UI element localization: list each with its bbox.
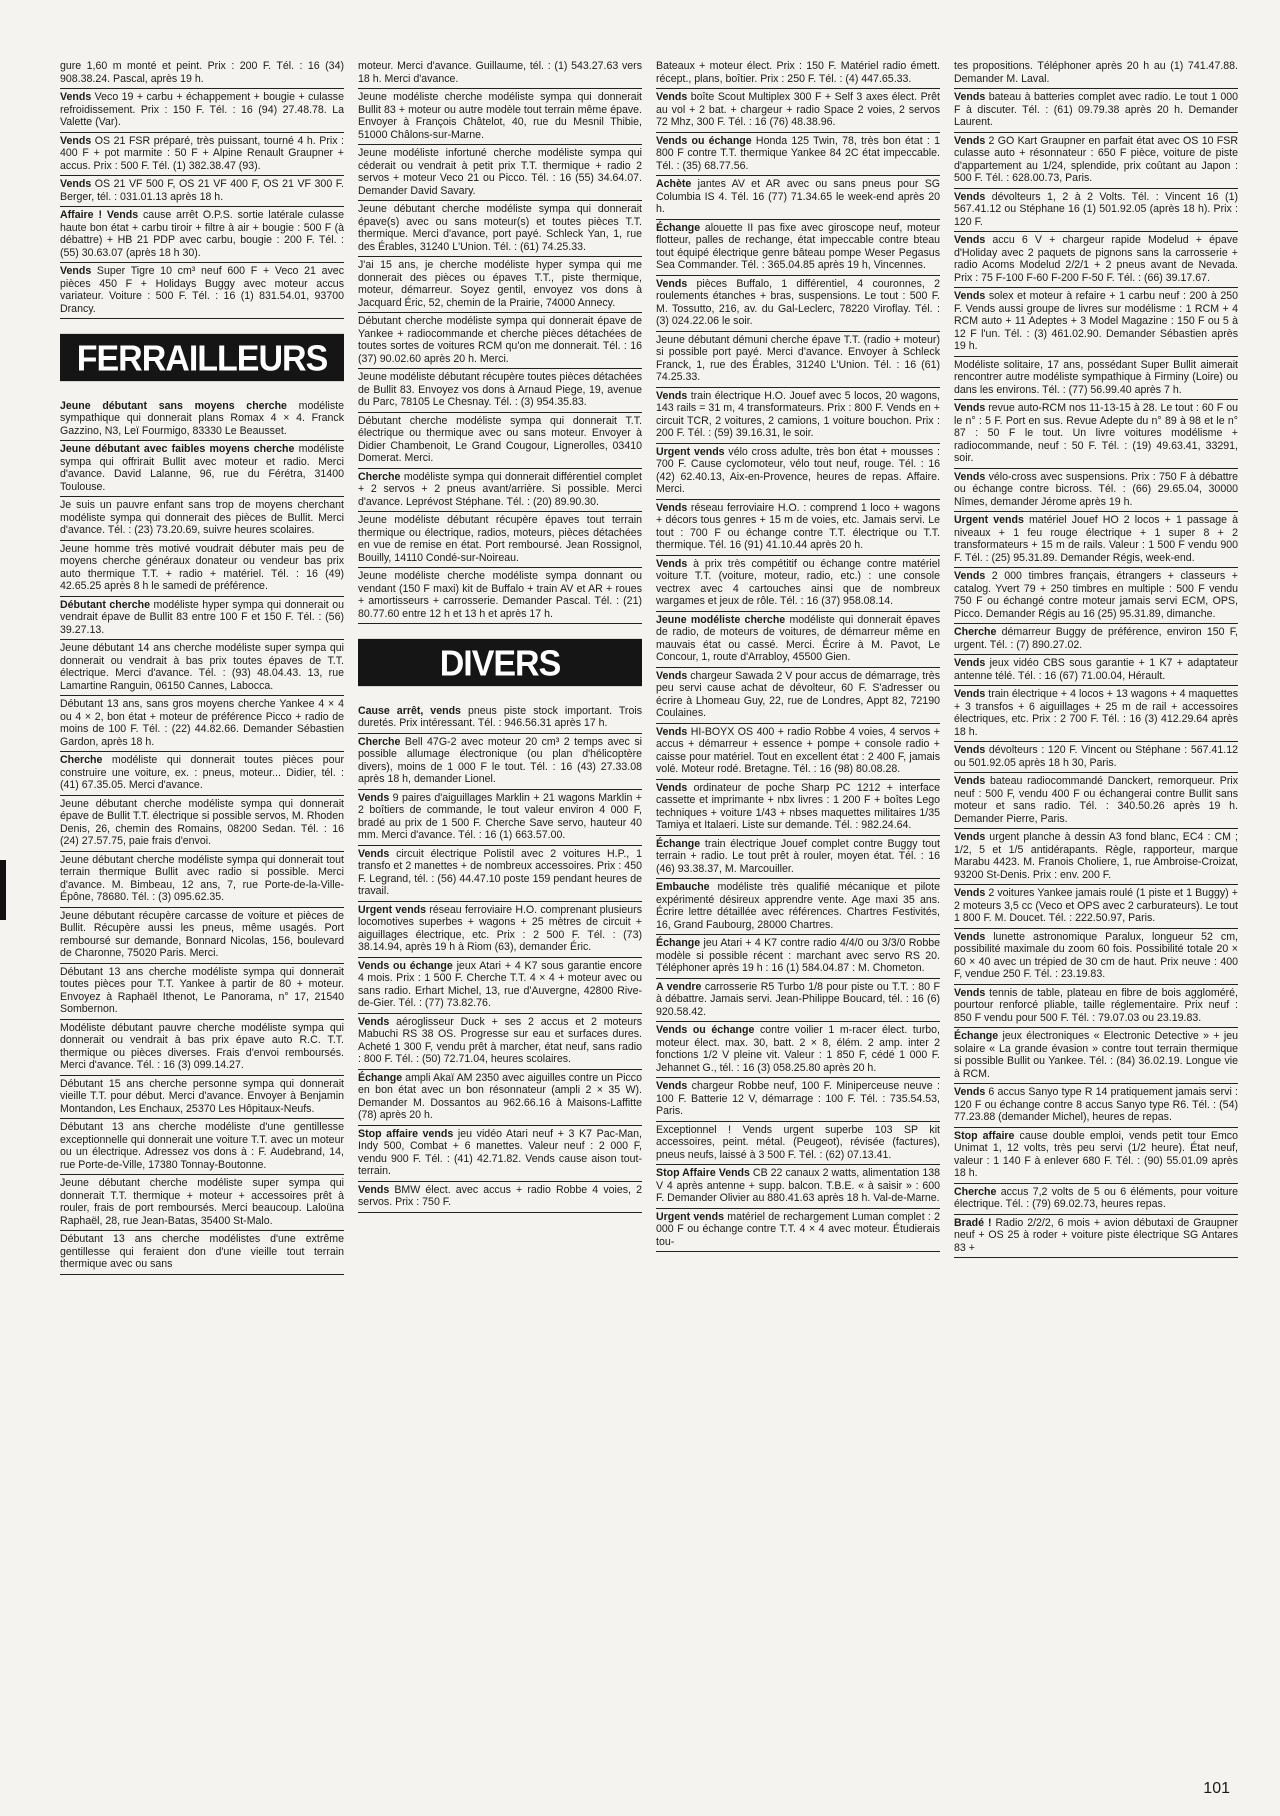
- ad-text: chargeur Sawada 2 V pour accus de démarrage, très peu servi cause achat de dévolteur, 60 F. S'adresser ou écrire à Lhomeau Guy, 22, rue de Londres, Appt 82, 72190 Coulaines.: [656, 669, 940, 719]
- ad-text: circuit électrique Polistil avec 2 voitures H.P., 1 transfo et 2 manettes + de nombreux accessoires. Prix : 450 F. Legrand, tél. : (56) 44.47.10 poste 159 pendant heures de travail.: [358, 847, 642, 897]
- ad-keyword: Vends: [656, 781, 688, 794]
- ad-text: Modéliste solitaire, 17 ans, possédant Super Bullit aimerait rencontrer autre modéliste sympathique à Firminy (Loire) ou dans les environs. Tél. : (77) 56.99.40 après 7 h.: [954, 358, 1238, 396]
- classified-ad: [954, 773, 1238, 829]
- ad-text: Jeune débutant démuni cherche épave T.T. (radio + moteur) si possible port payé. Merci d'avance. Envoyer à Schleck Franck, 1, rue des Érables, 31240 L'Union. Tél. : 16 (61) 74.25.33.: [656, 333, 940, 383]
- classified-ad: [656, 388, 940, 444]
- ad-keyword: Cherche: [954, 1185, 997, 1198]
- classified-ad: [954, 1028, 1238, 1084]
- ad-text: BMW élect. avec accus + radio Robbe 4 voies, 2 servos. Prix : 750 F.: [358, 1183, 642, 1208]
- ad-keyword: Vends: [656, 389, 688, 402]
- ad-text: pièces Buffalo, 1 différentiel, 4 couronnes, 2 roulements étanches + bras, suspensions. Le tout : 500 F. M. Tossutto, 216, av. du Gal-Leclerc, 78220 Viroflay. Tél. : (3) 024.22.06 le soir.: [656, 277, 940, 327]
- ad-keyword: Échange: [358, 1071, 403, 1084]
- classified-ad: [954, 655, 1238, 686]
- classified-ad: [60, 541, 344, 597]
- ad-keyword: Vends ou échange: [656, 134, 752, 147]
- classified-ad: [358, 1070, 642, 1126]
- ad-text: jeu vidéo Atari neuf + 3 K7 Pac-Man, Indy 500, Combat + 6 manettes. Valeur neuf : 2 000 F, vendu 900 F. Tél. : (41) 42.71.82. Vends cause aison tout-terrain.: [358, 1127, 642, 1177]
- ad-text: 2 000 timbres français, étrangers + classeurs + catalog. Yvert 79 + 250 timbres en multiple : 500 F vendu 750 F ou échangé contre moteur jamais servi ECM, OPS, Picco. Demander Régis au 16 (25) 95.31.89, dimanche.: [954, 570, 1238, 620]
- ad-keyword: Vends: [656, 557, 688, 570]
- classified-ad: [358, 1182, 642, 1213]
- classified-ad: [954, 885, 1238, 929]
- ad-text: moteur. Merci d'avance. Guillaume, tél. : (1) 543.27.63 vers 18 h. Merci d'avance.: [358, 60, 642, 85]
- classified-ad: [954, 357, 1238, 401]
- ad-keyword: Urgent vends: [954, 514, 1024, 526]
- ad-keyword: Vends: [954, 1086, 986, 1098]
- classified-ad: [358, 469, 642, 513]
- ad-text: boîte Scout Multiplex 300 F + Self 3 axes élect. Prêt au vol + 2 bat. + chargeur + radio Space 2 voies, 2 servos 72 Mhz, 300 F. Tél. : 16 (76) 48.38.96.: [656, 91, 940, 128]
- classified-ad: [954, 469, 1238, 513]
- ad-keyword: Vends: [656, 277, 688, 290]
- classified-ad: [60, 1175, 344, 1231]
- classified-ad: [60, 796, 344, 852]
- classified-ad: [60, 852, 344, 908]
- ad-text: Débutant 13 ans cherche modélistes d'une extrême gentillesse qui feraient don d'une vieille tout terrain thermique avec ou sans: [60, 1233, 344, 1270]
- ad-keyword: Débutant cherche: [60, 598, 151, 611]
- ad-text: Bell 47G-2 avec moteur 20 cm³ 2 temps avec si possible allumage électronique (ou plan d'hélicoptère divers), moins de 1 000 F le tout. Tél. : 16 (43) 27.33.08 après 18 h, demander Lionel.: [358, 735, 642, 785]
- classified-ad: [954, 400, 1238, 469]
- classified-ad: [656, 780, 940, 836]
- ad-keyword: Vends: [358, 791, 390, 804]
- ad-text: Jeune débutant cherche modéliste super sympa qui donnerait T.T. thermique + moteur + accessoires prêt à rouler, frais de port remboursés. Merci beaucoup. Laloüna Raphaël, 28, rue Jean-Batas, 35400 St-Malo.: [60, 1177, 344, 1227]
- column-1: [60, 58, 344, 1758]
- ad-text: Jeune modéliste cherche modéliste sympa qui donnerait Bullit 83 + moteur ou autre modèle tout terrain même épave. Envoyer à François Châtelot, 40, rue du Mesnil Thibie, 51000 Châlons-sur-Marne.: [358, 91, 642, 141]
- ad-text: modéliste qui donnerait toutes pièces pour construire une voiture, ex. : pneus, moteur... Didier, tél. : (41) 67.35.05. Merci d'avance.: [60, 754, 344, 791]
- classified-ad: [656, 332, 940, 388]
- ad-text: carrosserie R5 Turbo 1/8 pour piste ou T.T. : 80 F à débattre. Jamais servi. Jean-Philippe Boucard, tél. : 16 (6) 920.58.42.: [656, 980, 940, 1018]
- ad-text: J'ai 15 ans, je cherche modéliste hyper sympa qui me donnerait des pièces ou épaves T.T., piste thermique, moteur, démarreur. Soyez gentil, envoyez vos dons à Jacquard Éric, 52, chemin de la Prairie, 74000 Annecy.: [358, 259, 642, 309]
- ad-text: train électrique Jouef complet contre Buggy tout terrain + radio. Le tout prêt à rouler, moyen état. Tél. : 16 (46) 93.38.37, M. Marcouiller.: [656, 837, 940, 875]
- ad-keyword: Urgent vends: [358, 903, 427, 916]
- classified-ad: [954, 133, 1238, 189]
- ad-text: modéliste sympa qui offrirait Bullit avec moteur et radio. Merci d'avance. David Lalanne, 96, rue du Férétra, 31400 Toulouse.: [60, 443, 344, 493]
- classified-ad: [954, 58, 1238, 89]
- ad-text: cause double emploi, vends petit tour Emco Unimat 1, 12 volts, très peu servi (1/2 heure). État neuf, valeur : 1 140 F à enlever 680 F. Tél. : (90) 55.01.09 après 18 h.: [954, 1129, 1238, 1179]
- ad-keyword: Vends: [954, 190, 986, 203]
- classified-ad: [656, 133, 940, 177]
- ad-keyword: Vends: [358, 1183, 390, 1196]
- ad-text: Veco 19 + carbu + échappement + bougie + culasse refroidissement. Prix : 150 F. Tél. : 16 (94) 27.48.78. La Valette (Var).: [60, 91, 344, 128]
- classified-ad: [60, 1076, 344, 1120]
- ad-text: Jeune débutant cherche modéliste sympa qui donnerait épave(s) avec ou sans moteur(s) et toutes pièces T.T. thermique. Merci d'avance, port payé. Schleck Yan, 1, rue des Érables, 31240 L'Union. Tél. : (61) 74.25.33.: [358, 203, 642, 253]
- ad-keyword: Vends: [954, 887, 986, 899]
- ad-text: dévolteurs 1, 2 à 2 Volts. Tél. : Vincent 16 (1) 567.41.12 ou Stéphane 16 (1) 501.92.05 (après 18 h). Prix : 120 F.: [954, 190, 1238, 228]
- classified-ad: [60, 89, 344, 133]
- classified-ad: [358, 703, 642, 734]
- page-number: 101: [1203, 1780, 1230, 1797]
- ad-keyword: Vends: [656, 725, 688, 738]
- classified-ad: [656, 276, 940, 332]
- classified-ad: [60, 1020, 344, 1076]
- classified-ad: [358, 902, 642, 958]
- ad-text: Jeune débutant cherche modéliste sympa qui donnerait tout terrain thermique Bullit avec radio si possible. Merci d'avance. M. Bimbeau, 12 ans, 7, rue Porte-de-la-Ville-Épône, 78680. Tél. : (3) 095.62.35.: [60, 853, 344, 903]
- ad-text: Débutant 15 ans cherche personne sympa qui donnerait vieille T.T. pour début. Merci d'avance. Envoyer à Benjamin Montandon, Les Enchaux, 25370 Les Hôpitaux-Neufs.: [60, 1077, 344, 1115]
- ad-keyword: Vends: [954, 930, 986, 943]
- column-3-ads: [656, 58, 940, 1252]
- ad-keyword: Vends: [954, 986, 986, 999]
- classified-ad: [656, 879, 940, 935]
- ad-keyword: Cherche: [954, 626, 997, 638]
- classified-ad: [954, 288, 1238, 357]
- classified-ad: [656, 556, 940, 612]
- classified-ad: [954, 985, 1238, 1029]
- classified-ad: [60, 441, 344, 497]
- ad-keyword: Échange: [656, 221, 701, 234]
- classified-ad: [60, 133, 344, 177]
- ad-text: Débutant 13 ans, sans gros moyens cherche Yankee 4 × 4 ou 4 × 2, bon état + moteur de préférence Picco + radio de moins de 100 F. Tél. : (22) 44.82.66. Demander Sébastien Gardon, après 18 h.: [60, 698, 344, 748]
- classified-ad: [954, 929, 1238, 985]
- classified-ad: [60, 908, 344, 964]
- ad-keyword: Vends: [954, 688, 986, 700]
- ad-keyword: Urgent vends: [656, 1210, 725, 1223]
- ad-text: aéroglisseur Duck + ses 2 accus et 2 moteurs Mabuchi RS 38 OS. Progresse sur eau et surfaces dures. Acheté 1 300 F, vendu prêt à marcher, état neuf, sans radio : 800 F. Tél. : (50) 72.71.04, heures scolaires.: [358, 1015, 642, 1065]
- classified-ad: [60, 1119, 344, 1175]
- ad-text: jeux électroniques « Electronic Detective » + jeu solaire « La grande évasion » contre tout terrain thermique si possible Bullit ou Yankee. Tél. : (84) 36.02.19. Longue vie à RCM.: [954, 1030, 1238, 1080]
- classified-ad: [656, 724, 940, 780]
- classified-ad: [954, 686, 1238, 742]
- ad-text: réseau ferroviaire H.O. comprenant plusieurs locomotives superbes + wagons + 25 mètres de circuit + aiguillages électrique, etc. Prix : 2 500 F. Tél. : (73) 38.14.94, après 19 h à Riom (63), demander Éric.: [358, 903, 642, 953]
- ad-text: Honda 125 Twin, 78, très bon état : 1 800 F contre T.T. thermique Yankee 84 2C état impeccable. Tél. : (35) 68.77.56.: [656, 134, 940, 172]
- ad-keyword: Vends: [656, 91, 688, 103]
- ad-keyword: Stop affaire vends: [358, 1127, 454, 1140]
- ad-text: modéliste hyper sympa qui donnerait ou vendrait épave de Bullit 83 entre 100 F et 150 F. Tél. : (56) 39.27.13.: [60, 598, 344, 636]
- classified-ad: [656, 1165, 940, 1209]
- ad-text: Je suis un pauvre enfant sans trop de moyens cherchant modéliste sympa qui donnerait des pièces de Bullit. Merci d'avance. Tél. : (23) 73.20.69, suivre heures scolaires.: [60, 499, 344, 536]
- classified-ad: [358, 257, 642, 313]
- column-4-ads: [954, 58, 1238, 1258]
- classified-ad: [954, 742, 1238, 773]
- ad-keyword: Jeune débutant sans moyens cherche: [60, 399, 287, 412]
- ad-text: vélo cross adulte, très bon état + mousses : 700 F. Cause cyclomoteur, vélo tout neuf, rouge. Tél. : 16 (42) 62.40.13, Aix-en-Provence, heures de repas. Affaire. Merci.: [656, 445, 940, 495]
- classified-ad: [358, 846, 642, 902]
- classified-ad: [358, 1126, 642, 1182]
- ad-text: bateau radiocommandé Danckert, remorqueur. Prix neuf : 500 F, vendu 400 F ou échangerai contre Bullit sans moteur et sans radio. Tél. : 340.50.26 après 19 h. Demander Pierre, Paris.: [954, 775, 1238, 825]
- classified-ad: [954, 1128, 1238, 1184]
- ad-text: alouette II pas fixe avec giroscope neuf, moteur flotteur, palles de rechange, état impeccable contre bteau tout équipé électrique genre bâteau pompe Weser Pegasus Sea Commander. Tél. : 365.04.85 après 19 h, Vincennes.: [656, 221, 940, 271]
- classified-ad: [358, 201, 642, 257]
- classified-ad: [358, 89, 642, 145]
- ad-text: Débutant cherche modéliste sympa qui donnerait épave de Yankee + radiocommande et cherche pièces détachées de toutes sortes de voitures RCM qu'on me donnerait. Tél. : 16 (37) 90.02.60 après 20 h. Merci.: [358, 315, 642, 365]
- ad-text: accus 7,2 volts de 5 ou 6 éléments, pour voiture électrique. Tél. : (79) 69.02.73, heures repas.: [954, 1185, 1238, 1210]
- ad-text: dévolteurs : 120 F. Vincent ou Stéphane : 567.41.12 ou 501.92.05 après 18 h 30, Paris.: [954, 744, 1238, 769]
- classified-ad: [656, 500, 940, 556]
- ad-keyword: Cherche: [60, 754, 103, 766]
- classified-ad: [954, 1215, 1238, 1259]
- classified-ad: [954, 189, 1238, 233]
- classified-ad: [358, 734, 642, 790]
- classified-ad: [954, 624, 1238, 655]
- ad-keyword: Vends: [656, 1080, 688, 1092]
- ad-text: bateau à batteries complet avec radio. Le tout 1 000 F à discuter. Tél. : (61) 09.79.38 après 20 h. Demander Laurent.: [954, 91, 1238, 128]
- ad-text: CB 22 canaux 2 watts, alimentation 138 V 4 après antenne + supp. balcon. T.B.E. « à saisir » : 600 F. Demander Olivier au 880.41.63 après 18 h. Val-de-Marne.: [656, 1167, 940, 1204]
- classified-ad: [60, 398, 344, 442]
- ad-text: Super Tigre 10 cm³ neuf 600 F + Veco 21 avec pièces 450 F + Holidays Buggy avec moteur accus variateur. Voiture : 500 F. Tél. : 16 (1) 831.54.01, 93700 Drancy.: [60, 265, 344, 315]
- classified-ad: [954, 1184, 1238, 1215]
- ad-keyword: Stop Affaire Vends: [656, 1167, 750, 1179]
- classified-ad: [60, 207, 344, 263]
- ad-keyword: Cherche: [358, 735, 401, 748]
- classified-ad: [656, 1078, 940, 1122]
- ad-text: jeu Atari + 4 K7 contre radio 4/4/0 ou 3/3/0 Robbe modèle si possible récent : marchant avec servo RS 20. Téléphoner après 19 h : 16 (1) 584.04.87 : M. Chometon.: [656, 937, 940, 974]
- ad-text: lunette astronomique Paralux, longueur 52 cm, possibilité maximale du zoom 60 fois. Possibilité totale 20 × 60 × 40 avec un trépied de 30 cm de haut. Prix neuve : 400 F, vendue 250 F. Tél. : 23.19.83.: [954, 930, 1238, 980]
- ad-text: Jeune débutant récupère carcasse de voiture et pièces de Bullit. Récupère aussi les pneus, même usagés. Port remboursé sur demande, Bonnard Nicolas, 156, boulevard de Charonne, 75020 Paris. Merci.: [60, 909, 344, 959]
- ad-text: 9 paires d'aiguillages Marklin + 21 wagons Marklin + 2 boîtiers de commande, le tout valeur environ 4 000 F, bradé au prix de 1 500 F. Cherche Save servo, hauteur 40 mm. Merci d'avance. Tél. : 16 (1) 663.57.00.: [358, 791, 642, 841]
- classified-ad: [60, 58, 344, 89]
- ad-text: pneus piste stock important. Trois duretés. Prix intéressant. Tél. : 946.56.31 après 17 h.: [358, 704, 642, 729]
- ad-keyword: Vends: [358, 1015, 390, 1028]
- ad-text: solex et moteur à refaire + 1 carbu neuf : 200 à 250 F. Vends aussi groupe de livres sur modélisme : 1 RCM + 4 RCM auto + 11 Adeptes + 3 Model Magazine : 150 F ou 5 à 12 F l'un. Tél. : (3) 461.02.90. Demander Sébastien après 19 h.: [954, 290, 1238, 352]
- ad-text: Jeune débutant cherche modéliste sympa qui donnerait épave de Bullit T.T. électrique si possible servos, M. Rhoden Denis, 26, chemin des Romains, 08200 Sedan. Tél. : 16 (24) 27.57.75, paie frais d'envoi.: [60, 797, 344, 847]
- ad-keyword: Vends: [954, 91, 986, 103]
- ad-text: Jeune modéliste cherche modéliste sympa donnant ou vendant (150 F maxi) kit de Buffalo + train AV et AR + roues + amortisseurs + carrosserie. Demander Pascal. Tél. : (21) 80.77.60 entre 12 h et 13 h et après 17 h.: [358, 570, 642, 620]
- classified-ad: [60, 263, 344, 319]
- ad-keyword: Jeune modéliste cherche: [656, 613, 786, 626]
- classified-ad: [358, 958, 642, 1014]
- ad-text: jeux vidéo CBS sous garantie + 1 K7 + adaptateur antenne télé. Tél. : 16 (67) 71.00.04, Hérault.: [954, 657, 1238, 682]
- ad-text: 2 GO Kart Graupner en parfait état avec OS 10 FSR culasse auto + résonnateur : 650 F pièce, voiture de piste d'appartement au 1/24, splendide, prix coûtant au Japon : 500 F. Tél. : 628.00.73, Paris.: [954, 134, 1238, 184]
- ad-keyword: Vends: [60, 134, 92, 147]
- classified-ad: [60, 752, 344, 796]
- ad-text: HI-BOYX OS 400 + radio Robbe 4 voies, 4 servos + accus + démarreur + essence + pompe + console radio + caisse pour matériel. Tout en excellent état : 2 400 F, jamais volé. Moteur rodé. Bretagne. Tél. : 16 (98) 80.08.28.: [656, 725, 940, 775]
- ad-keyword: Vends: [656, 501, 688, 514]
- ad-text: vélo-cross avec suspensions. Prix : 750 F à débattre ou échange contre bicross. Tél. : (66) 29.65.04, 30000 Nîmes, demander Jérome après 19 h.: [954, 470, 1238, 508]
- ad-keyword: Cherche: [358, 470, 401, 483]
- ad-text: revue auto-RCM nos 11-13-15 à 28. Le tout : 60 F ou le n° : 5 F. Port en sus. Revue Adepte du n° 89 à 98 et le n° 87 : 50 F le tout. Un livre voitures modélisme + radiocommande, neuf : 50 F. Tél. : (19) 49.63.41, 33291, soir.: [954, 402, 1238, 464]
- ad-keyword: Jeune débutant avec faibles moyens cherche: [60, 443, 295, 455]
- classified-page: [60, 58, 1240, 1758]
- ad-keyword: Vends: [954, 744, 986, 756]
- classified-ad: [656, 1022, 940, 1078]
- section-banner-divers: DIVERS: [358, 639, 642, 686]
- classified-ad: [656, 176, 940, 220]
- ad-keyword: Vends: [954, 290, 986, 302]
- ad-keyword: Échange: [656, 937, 701, 949]
- ad-text: ampli Akaï AM 2350 avec aiguilles contre un Picco en bon état avec un bon résonnateur (ampli 2 × 35 W). Demander M. Dossantos au 962.66.16 à Maisons-Laffitte (78) après 20 h.: [358, 1071, 642, 1121]
- ad-text: tennis de table, plateau en fibre de bois aggloméré, pourtour renforcé pliable, taille réglementaire. Prix neuf : 850 F vendu pour 500 F. Tél. : 79.07.03 ou 23.19.83.: [954, 986, 1238, 1024]
- ad-keyword: Vends: [954, 234, 986, 246]
- classified-ad: [954, 89, 1238, 133]
- classified-ad: [60, 597, 344, 641]
- ad-text: modéliste sympathique qui donnerait plans Romax 4 × 4. Franck Gazzino, N3, Leï Fourmigo, 83330 Le Beausset.: [60, 399, 344, 437]
- ad-text: modéliste très qualifié mécanique et pilote expérimenté désireux apprendre vente. Age maxi 35 ans. Écrire lettre détaillée avec références. Chartres Festivités, 16, Grand Faubourg, 28000 Chartres.: [656, 881, 940, 931]
- ad-keyword: Vends: [60, 265, 92, 277]
- classified-ad: [656, 979, 940, 1023]
- ad-keyword: Cause arrêt, vends: [358, 704, 461, 717]
- classified-ad: [60, 176, 344, 207]
- classified-ad: [656, 444, 940, 500]
- classified-ad: [358, 1014, 642, 1070]
- ad-keyword: Vends: [954, 402, 986, 414]
- ad-text: Exceptionnel ! Vends urgent superbe 103 SP kit accessoires, peint. métal. (Peugeot), révisée (factures), pneus neufs, laissé à 3 500 F. Tél. : (62) 07.13.41.: [656, 1123, 940, 1161]
- column-2: [358, 58, 642, 1758]
- classified-ad: [60, 640, 344, 696]
- classified-ad: [358, 369, 642, 413]
- ad-text: Jeune modéliste débutant récupère toutes pièces détachées de Bullit 83. Envoyez vos dons à Arnaud Piege, 19, avenue du Parc, 78105 Le Chesnay. Tél. : (3) 954.35.83.: [358, 371, 642, 408]
- classified-ad: [60, 964, 344, 1020]
- classified-ad: [60, 696, 344, 752]
- ad-text: modéliste sympa qui donnerait différentiel complet + 2 servos + 2 pneus avant/arrière. Si possible. Merci d'avance. Leprévost Stéphane. Tél. : (20) 89.90.30.: [358, 470, 642, 508]
- ad-text: Débutant 13 ans cherche modéliste sympa qui donnerait toutes pièces pour T.T. Yankee à partir de 80 + moteur. Envoyez à Raphaël Ithenot, Le Panorama, n° 17, 21540 Sombernon.: [60, 965, 344, 1015]
- ad-text: réseau ferroviaire H.O. : comprend 1 loco + wagons + décors tous genres + 15 m de voies, etc. Jamais servi. Le tout : 700 F ou échange contre T.T. électrique ou T.T. thermique. Tél. 16 (91) 41.10.44 après 20 h.: [656, 501, 940, 551]
- ad-text: Débutant cherche modéliste sympa qui donnerait T.T. électrique ou thermique avec ou sans moteur. Envoyer à Didier Chambenoit, Le Grand Cougour, Lignerolles, 03410 Domerat. Merci.: [358, 414, 642, 464]
- column-3: [656, 58, 940, 1758]
- classified-ad: [954, 1084, 1238, 1128]
- classified-ad: [656, 836, 940, 880]
- ad-text: OS 21 VF 500 F, OS 21 VF 400 F, OS 21 VF 300 F. Berger, tél. : 031.01.13 après 18 h.: [60, 178, 344, 203]
- ad-keyword: Affaire ! Vends: [60, 209, 139, 221]
- ad-keyword: Échange: [656, 837, 701, 850]
- classified-ad: [656, 220, 940, 276]
- ad-text: jeux Atari + 4 K7 sous garantie encore 4 mois. Prix : 1 500 F. Cherche T.T. 4 × 4 + moteur avec ou sans radio. Erhart Michel, 13, rue d'Auvergne, 42800 Rive-de-Gier. Tél. : (77) 73.82.76.: [358, 959, 642, 1009]
- classified-ad: [358, 568, 642, 624]
- margin-rule-mark: [0, 860, 6, 920]
- ad-text: train électrique H.O. Jouef avec 5 locos, 20 wagons, 143 rails = 31 m, 4 transformateurs. Prix : 800 F. Vends en + circuit TCR, 2 voitures, 2 camions, 1 voiture bouchon. Prix : 200 F. Tél. : (59) 39.16.31, le soir.: [656, 389, 940, 439]
- classified-ad: [358, 413, 642, 469]
- column-2-ads-after-banner: [358, 703, 642, 1213]
- ad-text: contre voilier 1 m-racer élect. turbo, moteur élect. max. 30, batt. 2 × 8, élém. 2 amp. inter 2 fonctions 1/2 V pleine vit. Valeur : 1 850 F, cédé 1 000 F. Jehannet G., tél. : 16 (3) 058.25.80 après 20 h.: [656, 1024, 940, 1074]
- ad-text: gure 1,60 m monté et peint. Prix : 200 F. Tél. : 16 (34) 908.38.24. Pascal, après 19 h.: [60, 60, 344, 85]
- classified-ad: [358, 790, 642, 846]
- ad-keyword: Urgent vends: [656, 445, 725, 458]
- classified-ad: [60, 497, 344, 541]
- ad-keyword: Stop affaire: [954, 1129, 1015, 1142]
- classified-ad: [60, 1231, 344, 1275]
- ad-text: 2 voitures Yankee jamais roulé (1 piste et 1 Buggy) + 2 moteurs 3,5 cc (Veco et OPS avec 2 carburateurs). Le tout 1 800 F. M. Doucet. Tél. : 222.50.97, Paris.: [954, 887, 1238, 924]
- classified-ad: [954, 512, 1238, 568]
- classified-ad: [656, 668, 940, 724]
- classified-ad: [656, 89, 940, 133]
- ad-keyword: Vends: [656, 669, 688, 682]
- ad-text: Bateaux + moteur élect. Prix : 150 F. Matériel radio émett. récept., plans, boîtier. Prix : 250 F. Tél. : (4) 447.65.33.: [656, 60, 940, 85]
- ad-text: Modéliste débutant pauvre cherche modéliste sympa qui donnerait ou vendrait à bas prix épave auto R.C. T.T. thermique ou pièces diverses. Frais d'envoi remboursés. Merci d'avance. Tél. : 16 (3) 099.14.27.: [60, 1021, 344, 1071]
- ad-text: matériel Jouef HO 2 locos + 1 passage à niveaux + 1 feu rouge électrique + 1 super 8 + 2 transformateurs + 15 m de rails. Valeur : 1 500 F vendu 900 F. Tél. : (25) 95.31.89. Demander Régis, week-end.: [954, 514, 1238, 564]
- ad-text: jantes AV et AR avec ou sans pneus pour SG Columbia IS 4. Tél. 16 (77) 71.34.65 le week-end après 20 h.: [656, 178, 940, 215]
- ad-keyword: Embauche: [656, 881, 710, 893]
- ad-text: urgent planche à dessin A3 fond blanc, EC4 : CM ; 1/2, 5 et 1/5 antidérapants. Règle, rapporteur, marque Marabu 4423. M. Franois Choliere, 1, rue Ambroise-Croizat, 93200 St-Denis. Prix : env. 200 F.: [954, 831, 1238, 881]
- classified-ad: [656, 1122, 940, 1166]
- ad-text: Débutant 13 ans cherche modéliste d'une gentillesse exceptionnelle qui donnerait une voiture T.T. avec un moteur ou un électrique. Adressez vos dons à : F. Audebrand, 14, rue Porte-de-Ville, 17380 Tonnay-Boutonne.: [60, 1121, 344, 1171]
- ad-keyword: Vends: [954, 570, 986, 582]
- column-4: [954, 58, 1238, 1758]
- ad-text: tes propositions. Téléphoner après 20 h au (1) 741.47.88. Demander M. Laval.: [954, 60, 1238, 85]
- column-2-ads: [358, 58, 642, 624]
- ad-text: Radio 2/2/2, 6 mois + avion débutaxi de Graupner neuf + OS 25 à roder + voiture piste électrique SG Antares 83 +: [954, 1216, 1238, 1254]
- classified-ad: [358, 58, 642, 89]
- ad-text: cause arrêt O.P.S. sortie latérale culasse haute bon état + carbu tiroir + filtre à air + bougie : 500 F (à débattre) + HB 21 PDP avec carbu, bougie : 200 F. Tél. : (55) 30.63.07 (après 18 h 30).: [60, 209, 344, 259]
- classified-ad: [358, 145, 642, 201]
- ad-text: matériel de rechargement Luman complet : 2 000 F ou échange contre T.T. 4 × 4 avec moteur. Étudierais tou-: [656, 1210, 940, 1248]
- ad-keyword: Achète: [656, 178, 692, 190]
- ad-text: Jeune modéliste débutant récupère épaves tout terrain thermique ou électrique, radios, moteurs, pièces détachées en vue de remise en état. Port remboursé. Jean Rossignol, Bouilly, 14110 Condé-sur-Noireau.: [358, 514, 642, 564]
- ad-keyword: Vends: [954, 831, 986, 843]
- ad-text: 6 accus Sanyo type R 14 pratiquement jamais servi : 120 F ou échange contre 8 accus Sanyo type R6. Tél. : (54) 77.23.88 (demander Michel), heures de repas.: [954, 1086, 1238, 1123]
- ad-keyword: Vends: [60, 91, 92, 103]
- classified-ad: [656, 58, 940, 89]
- ad-text: Jeune modéliste infortuné cherche modéliste sympa qui céderait ou vendrait à petit prix T.T. thermique + radio 2 servos + moteur Veco 21 ou Picco. Tél. : 16 (55) 34.64.07. Demander David Savary.: [358, 147, 642, 197]
- column-1-ads-after-banner: [60, 398, 344, 1275]
- ad-keyword: Vends ou échange: [358, 959, 453, 972]
- classified-ad: [954, 829, 1238, 885]
- classified-ad: [358, 512, 642, 568]
- section-banner-ferrailleurs: FERRAILLEURS: [60, 334, 344, 381]
- ad-keyword: Vends: [954, 657, 986, 669]
- ad-keyword: Échange: [954, 1030, 999, 1042]
- ad-keyword: Vends: [954, 470, 986, 483]
- column-1-ads: [60, 58, 344, 319]
- ad-text: à prix très compétitif ou échange contre matériel voiture T.T. (voiture, moteur, radio, etc.) : une console vectrex avec 4 cartouches ainsi que de nombreux wargames et jeux de rôle. Tél. : 16 (37) 958.08.14.: [656, 557, 940, 607]
- ad-text: train électrique + 4 locos + 13 wagons + 4 maquettes + 3 transfos + 6 aiguillages + 25 m de rail + accessoires électriques, etc. Prix : 2 700 F. Tél. : 16 (3) 412.29.64 après 18 h.: [954, 688, 1238, 738]
- ad-text: Jeune homme très motivé voudrait débuter mais peu de moyens cherche généraux donateur ou vendeur bas prix auto thermique T.T. + radio + matériel. Tél. : 16 (49) 42.65.25 après 8 h le samedi de préférence.: [60, 542, 344, 592]
- ad-text: ordinateur de poche Sharp PC 1212 + interface cassette et imprimante + nbx livres : 1 200 F + boîtes Lego techniques + voiture 1/43 + nbses maquettes militaires 1/35 Tamiya et Italaeri. Liste sur demande. Tél. : 982.24.64.: [656, 781, 940, 831]
- classified-ad: [954, 232, 1238, 288]
- ad-keyword: Vends: [954, 775, 986, 787]
- ad-text: Jeune débutant 14 ans cherche modéliste super sympa qui donnerait ou vendrait à bas prix toutes épaves de T.T. électrique. Merci d'avance. Tél. : (93) 48.04.43. 13, rue Lamartine Ranguin, 06150 Cannes, Labocca.: [60, 642, 344, 692]
- classified-ad: [656, 612, 940, 668]
- ad-keyword: Vends: [954, 134, 986, 147]
- ad-keyword: Bradé !: [954, 1216, 992, 1229]
- classified-ad: [358, 313, 642, 369]
- ad-text: démarreur Buggy de préférence, environ 150 F, urgent. Tél. : (7) 890.27.02.: [954, 626, 1238, 651]
- ad-keyword: Vends: [358, 847, 390, 860]
- ad-text: accu 6 V + chargeur rapide Modelud + épave d'Holiday avec 2 paquets de pignons sans la carrosserie + radio Acoms Modelud 2/2/1 + 2 pneus avant de Nevada. Prix : 75 F-100 F-60 F-200 F-50 F. Tél. : (66) 39.17.67.: [954, 234, 1238, 284]
- classified-ad: [656, 935, 940, 979]
- ad-text: OS 21 FSR préparé, très puissant, tourné 4 h. Prix : 400 F + pot marmite : 50 F + Alpine Renault Graupner + accus. Prix : 500 F. Tél. (1) 382.38.47 (93).: [60, 134, 344, 172]
- ad-keyword: Vends: [60, 178, 92, 190]
- ad-keyword: A vendre: [656, 980, 702, 993]
- classified-ad: [656, 1209, 940, 1253]
- ad-text: chargeur Robbe neuf, 100 F. Miniperceuse neuve : 100 F. Batterie 12 V, démarrage : 100 F. Tél. : 735.54.53, Paris.: [656, 1080, 940, 1117]
- ad-keyword: Vends ou échange: [656, 1024, 755, 1036]
- classified-ad: [954, 568, 1238, 624]
- ad-text: modéliste qui donnerait épaves de radio, de moteurs de voitures, de démarreur même en mauvais état ou cassé. Merci. Écrire à M. Pavot, Le Concour, 1, route d'Arrabloy, 45500 Gien.: [656, 613, 940, 663]
